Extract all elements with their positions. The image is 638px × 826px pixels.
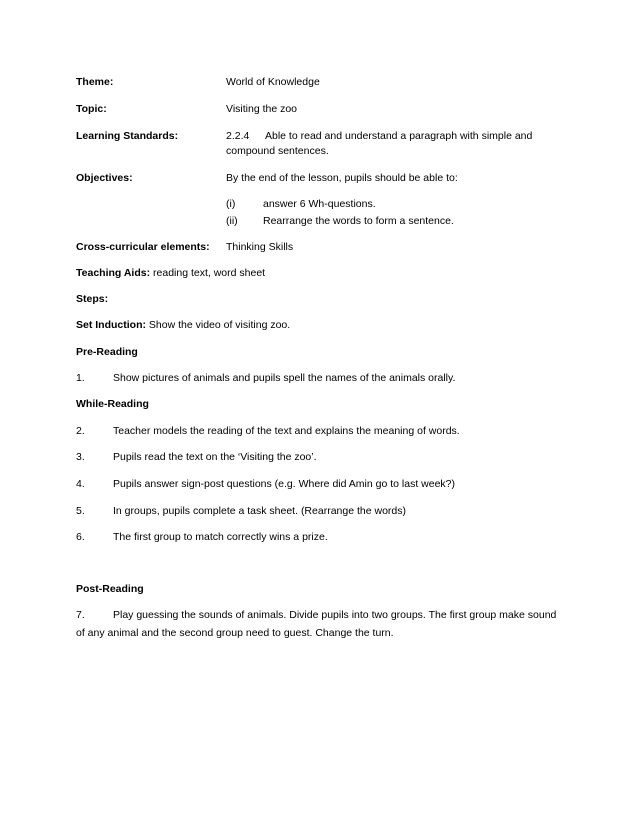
- learning-standards-text-line2: compound sentences.: [226, 145, 329, 157]
- step-text-line1: Play guessing the sounds of animals. Divide pupils into two groups. The first group make sound: [113, 609, 557, 621]
- objectives-label: Objectives:: [76, 172, 133, 184]
- step-number: 5.: [76, 505, 85, 517]
- step-text: In groups, pupils complete a task sheet. (Rearrange the words): [113, 505, 406, 517]
- post-reading-heading: Post-Reading: [76, 583, 144, 595]
- step-text: Pupils read the text on the ‘Visiting the zoo’.: [113, 451, 317, 463]
- step-number: 2.: [76, 425, 85, 437]
- cross-curricular-value: Thinking Skills: [226, 241, 294, 253]
- theme-label: Theme:: [76, 76, 114, 88]
- step-number: 1.: [76, 372, 85, 384]
- step-text: The first group to match correctly wins a prize.: [113, 531, 328, 543]
- set-induction-row: [76, 320, 290, 331]
- objectives-intro: By the end of the lesson, pupils should be able to:: [226, 172, 458, 184]
- set-induction-label: Set Induction:: [76, 319, 146, 331]
- learning-standards-label: Learning Standards:: [76, 130, 179, 142]
- step-text: Show pictures of animals and pupils spell the names of the animals orally.: [113, 372, 456, 384]
- step-text: Teacher models the reading of the text and explains the meaning of words.: [113, 425, 460, 437]
- objective-item-number: (ii): [226, 215, 238, 227]
- step-text: Pupils answer sign-post questions (e.g. Where did Amin go to last week?): [113, 478, 456, 490]
- step-number: 6.: [76, 531, 85, 543]
- step-text-line2: of any animal and the second group need to guest. Change the turn.: [76, 627, 394, 639]
- objective-item-text: answer 6 Wh-questions.: [263, 198, 376, 210]
- set-induction-value: Show the video of visiting zoo.: [148, 319, 291, 331]
- teaching-aids-value: reading text, word sheet: [153, 267, 266, 279]
- objective-item-text: Rearrange the words to form a sentence.: [263, 215, 454, 227]
- pre-reading-heading: Pre-Reading: [76, 346, 138, 358]
- topic-value: Visiting the zoo: [226, 103, 298, 115]
- step-number: 3.: [76, 451, 85, 463]
- teaching-aids-label: Teaching Aids:: [76, 267, 151, 279]
- objective-item-number: (i): [226, 198, 236, 210]
- step-number: 4.: [76, 478, 85, 490]
- while-reading-heading: While-Reading: [76, 398, 149, 410]
- teaching-aids-row: [76, 268, 265, 279]
- learning-standards-text-line1: Able to read and understand a paragraph with simple and: [265, 130, 533, 142]
- steps-heading: Steps:: [76, 293, 109, 305]
- step-number: 7.: [76, 609, 85, 621]
- topic-label: Topic:: [76, 103, 107, 115]
- learning-standards-code: 2.2.4: [226, 130, 250, 142]
- cross-curricular-label: Cross-curricular elements:: [76, 241, 210, 253]
- theme-value: World of Knowledge: [226, 76, 320, 88]
